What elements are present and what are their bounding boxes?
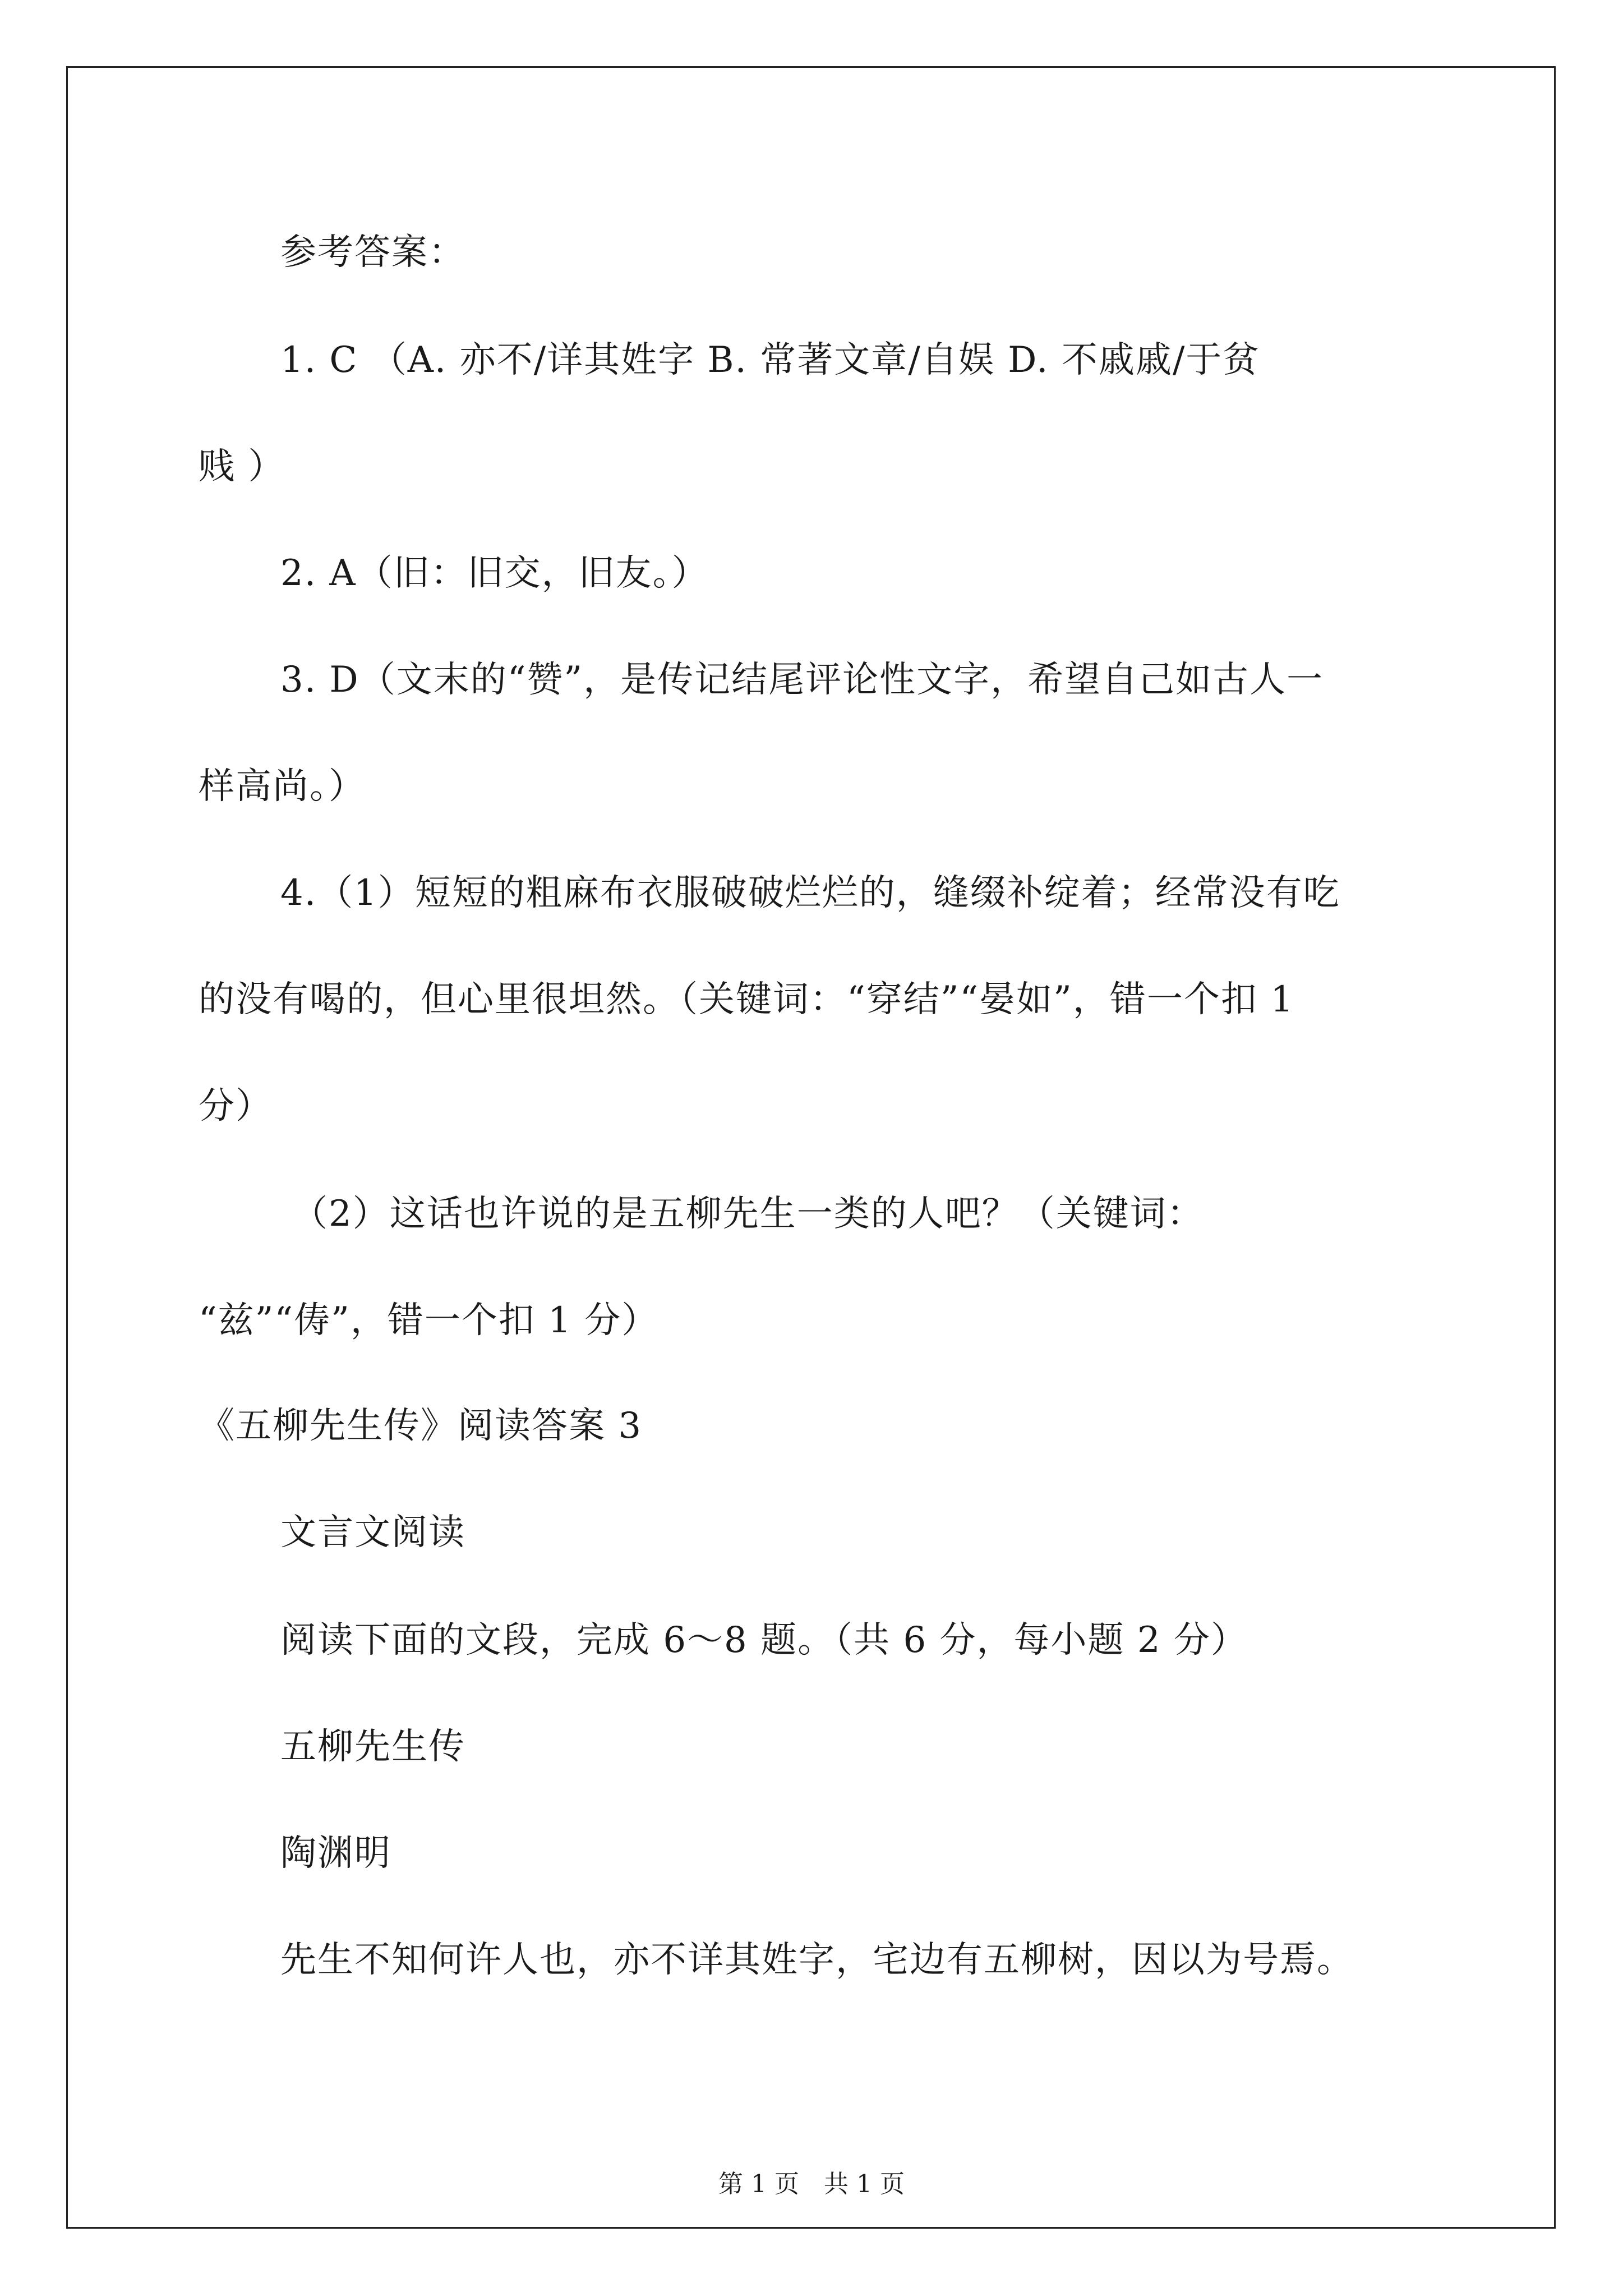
genre-label: 文言文阅读: [280, 1512, 465, 1553]
answer-heading: 参考答案：: [280, 232, 465, 273]
page-border: [66, 66, 1556, 2229]
answer-3-line-1: 3. D（文末的“赞”，是传记结尾评论性文字，希望自己如古人一: [280, 659, 1324, 701]
answer-4-2-line-1: （2）这话也许说的是五柳先生一类的人吧？（关键词：: [292, 1193, 1204, 1235]
section-title: 《五柳先生传》阅读答案 3: [199, 1405, 643, 1447]
reading-instruction: 阅读下面的文段，完成 6～8 题。（共 6 分，每小题 2 分）: [280, 1619, 1248, 1661]
page-footer: 第 1 页 共 1 页: [718, 2170, 905, 2198]
answer-2: 2. A（旧：旧交，旧友。）: [280, 553, 709, 594]
answer-4-1-line-3: 分）: [199, 1085, 273, 1127]
answer-4-2-line-2: “兹”“俦”，错一个扣 1 分）: [199, 1300, 659, 1341]
answer-3-line-2: 样高尚。）: [199, 766, 366, 807]
answer-1-line-2: 贱 ）: [199, 446, 285, 487]
text-author: 陶渊明: [280, 1833, 391, 1874]
answer-1-line-1: 1. C （A. 亦不/详其姓字 B. 常著文章/自娱 D. 不戚戚/于贫: [280, 339, 1260, 381]
answer-4-1-line-2: 的没有喝的，但心里很坦然。（关键词：“穿结”“晏如”，错一个扣 1: [199, 979, 1294, 1020]
passage-line-1: 先生不知何许人也，亦不详其姓字，宅边有五柳树，因以为号焉。: [280, 1939, 1354, 1981]
answer-4-1-line-1: 4.（1）短短的粗麻布衣服破破烂烂的，缝缀补绽着；经常没有吃: [280, 872, 1340, 914]
text-title: 五柳先生传: [280, 1726, 465, 1768]
